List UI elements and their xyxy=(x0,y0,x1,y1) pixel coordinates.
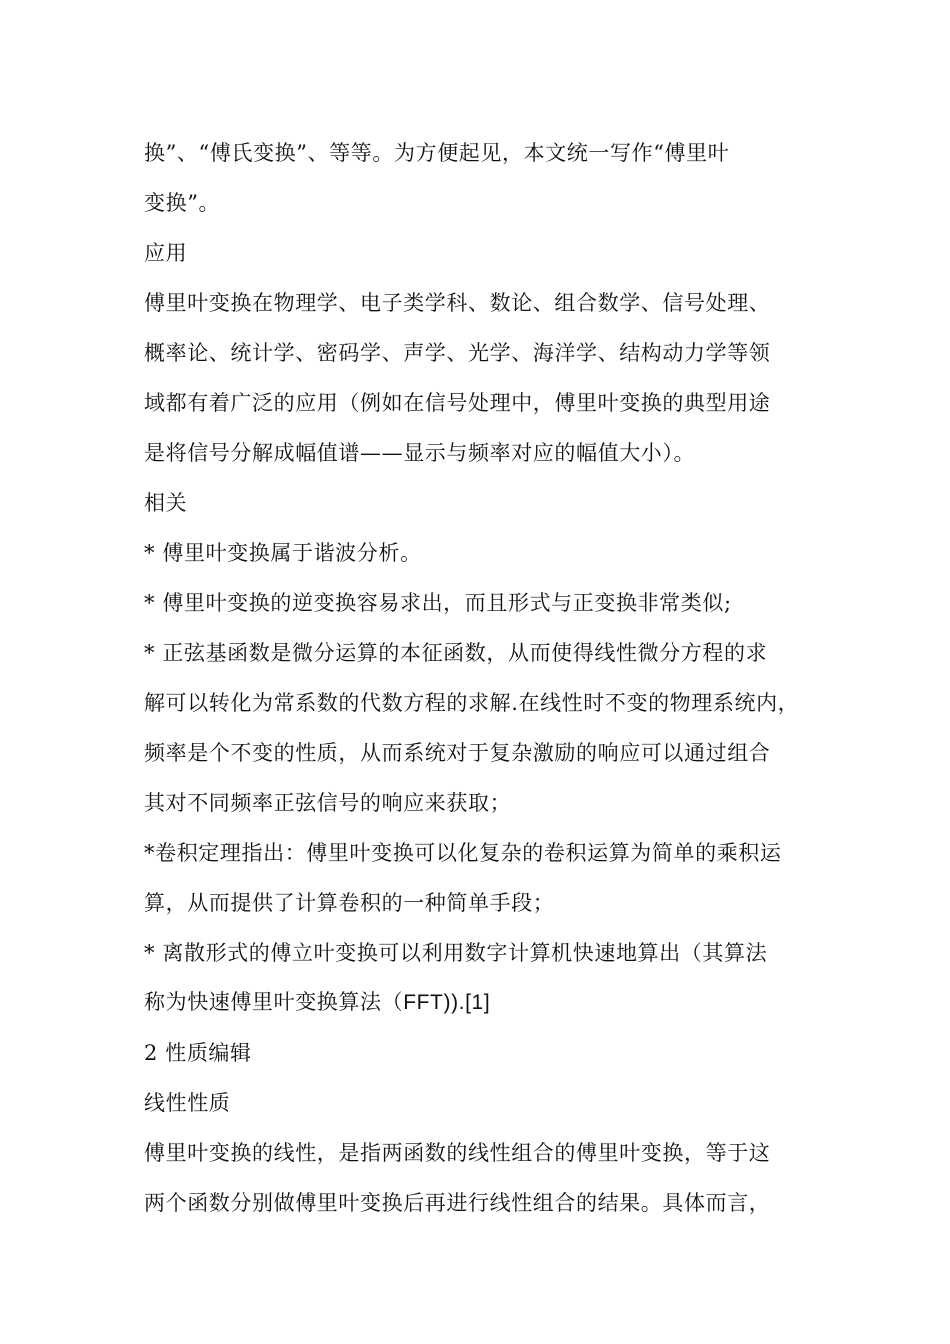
paragraph-line: 变换”。 xyxy=(144,191,221,215)
bullet-line: *卷积定理指出：傅里叶变换可以化复杂的卷积运算为简单的乘积运 xyxy=(144,841,782,865)
paragraph-line: 换”、“傅氏变换”、等等。为方便起见，本文统一写作“傅里叶 xyxy=(144,141,730,165)
paragraph-line: 两个函数分别做傅里叶变换后再进行线性组合的结果。具体而言， xyxy=(144,1191,771,1215)
section-heading-application: 应用 xyxy=(144,241,188,265)
paragraph-line: 称为快速傅里叶变换算法（FFT)).[1] xyxy=(144,991,491,1014)
paragraph-line: 傅里叶变换在物理学、电子类学科、数论、组合数学、信号处理、 xyxy=(144,291,771,315)
bullet-line: * 傅里叶变换属于谐波分析。 xyxy=(144,541,422,565)
bullet-line: * 离散形式的傅立叶变换可以利用数字计算机快速地算出（其算法 xyxy=(144,941,768,965)
paragraph-line: 频率是个不变的性质，从而系统对于复杂激励的响应可以通过组合 xyxy=(144,741,771,765)
paragraph-line: 其对不同频率正弦信号的响应来获取； xyxy=(144,791,512,815)
bullet-line: * 傅里叶变换的逆变换容易求出，而且形式与正变换非常类似; xyxy=(144,591,732,615)
paragraph-line: 概率论、统计学、密码学、声学、光学、海洋学、结构动力学等领 xyxy=(144,341,771,365)
paragraph-line: 算，从而提供了计算卷积的一种简单手段； xyxy=(144,891,555,915)
section-heading-related: 相关 xyxy=(144,491,188,515)
section-heading-properties: 2 性质编辑 xyxy=(144,1041,252,1065)
paragraph-line: 解可以转化为常系数的代数方程的求解.在线性时不变的物理系统内， xyxy=(144,691,800,715)
paragraph-line: 傅里叶变换的线性，是指两函数的线性组合的傅里叶变换，等于这 xyxy=(144,1141,771,1165)
bullet-line: * 正弦基函数是微分运算的本征函数，从而使得线性微分方程的求 xyxy=(144,641,768,665)
subsection-heading-linearity: 线性性质 xyxy=(144,1091,231,1115)
document-body xyxy=(144,128,816,1228)
paragraph-line: 是将信号分解成幅值谱——显示与频率对应的幅值大小）。 xyxy=(144,441,696,465)
paragraph-line: 域都有着广泛的应用（例如在信号处理中，傅里叶变换的典型用途 xyxy=(144,391,771,415)
